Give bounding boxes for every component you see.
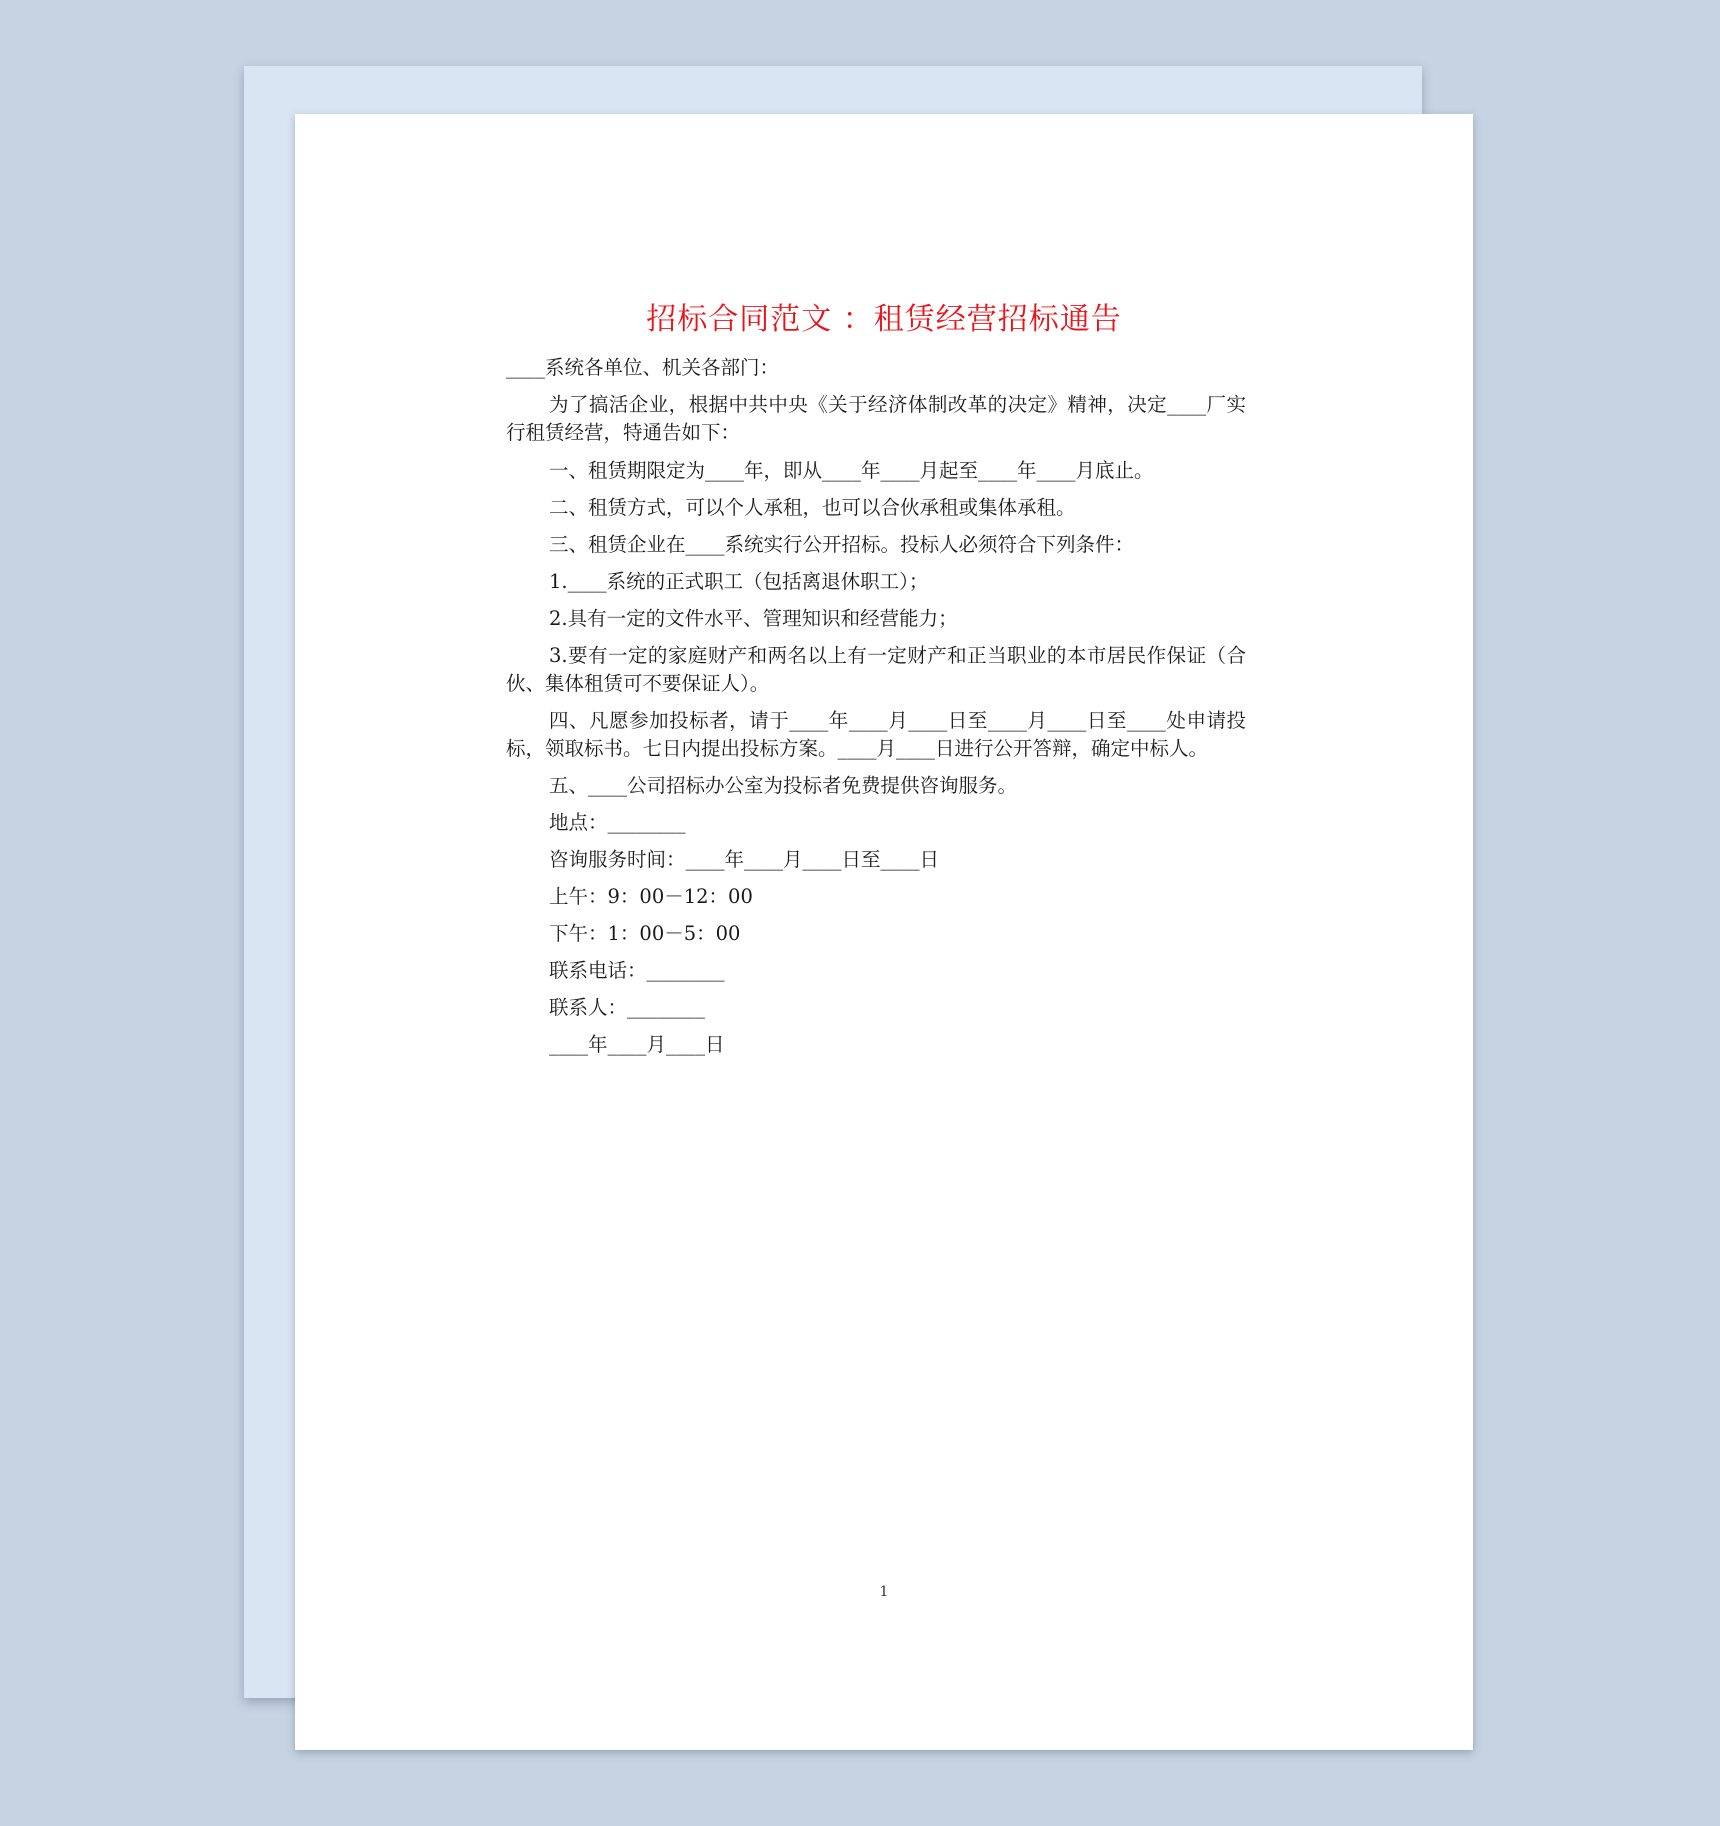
intro-paragraph: 为了搞活企业，根据中共中央《关于经济体制改革的决定》精神，决定____厂实行租赁经营，特通告如下：: [506, 393, 1246, 444]
clause-4: 四、凡愿参加投标者，请于____年____月____日至____月____日至____处申请投标，领取标书。七日内提出投标方案。____月____日进行公开答辩，确定中标人。: [506, 709, 1246, 760]
page-number: 1: [879, 1584, 889, 1600]
contact-line: 联系人：________: [549, 996, 706, 1019]
clause-2: 二、租赁方式，可以个人承租，也可以合伙承租或集体承租。: [549, 496, 1076, 519]
salutation: ____系统各单位、机关各部门：: [506, 356, 780, 379]
condition-3: 3.要有一定的家庭财产和两名以上有一定财产和正当职业的本市居民作保证（合伙、集体租赁可不要保证人）。: [506, 644, 1246, 695]
location-line: 地点：________: [549, 811, 686, 834]
clause-1: 一、租赁期限定为____年，即从____年____月起至____年____月底止。: [549, 459, 1154, 482]
document-title: 招标合同范文 ：租赁经营招标通告: [646, 302, 1122, 337]
condition-2: 2.具有一定的文件水平、管理知识和经营能力；: [549, 607, 958, 630]
morning-hours: 上午：9：00－12：00: [549, 885, 753, 908]
clause-3: 三、租赁企业在____系统实行公开招标。投标人必须符合下列条件：: [549, 533, 1135, 556]
document-body: [506, 354, 1246, 1059]
condition-1: 1.____系统的正式职工（包括离退休职工）；: [549, 570, 929, 593]
date-line: ____年____月____日: [549, 1033, 725, 1056]
afternoon-hours: 下午：1：00－5：00: [549, 922, 741, 945]
consult-time-line: 咨询服务时间：____年____月____日至____日: [549, 848, 940, 871]
clause-5: 五、____公司招标办公室为投标者免费提供咨询服务。: [549, 774, 1018, 797]
document-page: [295, 114, 1473, 1750]
phone-line: 联系电话：________: [549, 959, 725, 982]
